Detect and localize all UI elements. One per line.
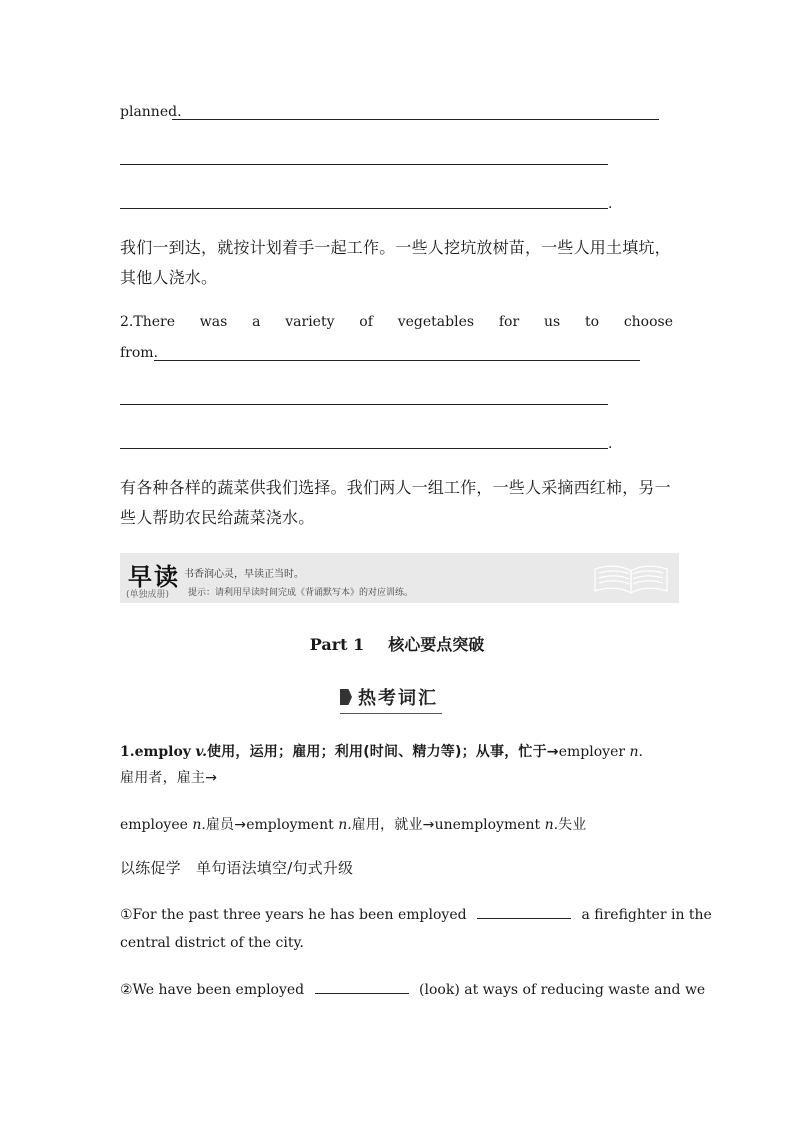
vocab-entry bbox=[120, 739, 680, 791]
q1-blank[interactable] bbox=[477, 904, 571, 919]
vocab-derivative: employment bbox=[246, 817, 334, 833]
ex2-line1 bbox=[120, 314, 673, 330]
practice-heading: 以练促学 单句语法填空/句式升级 bbox=[120, 859, 354, 877]
section-marker-icon bbox=[340, 689, 352, 705]
question-1 bbox=[120, 904, 712, 923]
ex1-chinese: 我们一到达，就按计划着手一起工作。一些人挖坑放树苗，一些人用土填坑，其他人浇水。 bbox=[120, 238, 671, 287]
vocab-derivative: unemployment bbox=[434, 817, 541, 833]
vocab-derivatives bbox=[120, 814, 587, 834]
answer-line[interactable] bbox=[172, 119, 659, 120]
ex2-word: from. bbox=[120, 345, 159, 361]
period: . bbox=[608, 436, 613, 452]
answer-line[interactable] bbox=[120, 404, 608, 405]
vocab-derivative-meaning: 失业 bbox=[558, 817, 587, 833]
part-number: Part 1 bbox=[309, 635, 365, 654]
q1-line2: central district of the city. bbox=[120, 935, 304, 951]
q1-text: ①For the past three years he has been employed bbox=[120, 907, 467, 923]
answer-line[interactable] bbox=[120, 164, 608, 165]
ex2-word: us bbox=[543, 314, 561, 330]
early-reading-banner bbox=[120, 553, 679, 603]
ex2-word: to bbox=[584, 314, 600, 330]
ex1-word: planned. bbox=[120, 104, 182, 120]
q2-blank[interactable] bbox=[315, 979, 409, 994]
answer-line[interactable] bbox=[120, 448, 608, 449]
ex2-word: was bbox=[199, 314, 228, 330]
ex2-word: vegetables bbox=[397, 314, 475, 330]
question-2 bbox=[120, 979, 705, 998]
ex2-word: 2.There bbox=[120, 314, 175, 330]
section-underline bbox=[340, 713, 442, 714]
ex2-line2 bbox=[120, 345, 158, 361]
ex2-word: of bbox=[359, 314, 373, 330]
ex2-word: variety bbox=[285, 314, 335, 330]
period: . bbox=[608, 196, 613, 212]
pos-label: v. bbox=[195, 744, 207, 760]
banner-tip: 提示：请利用早读时间完成《背诵默写本》的对应训练。 bbox=[188, 588, 414, 598]
vocab-word: employ bbox=[134, 744, 191, 760]
banner-title: 早读 bbox=[128, 562, 180, 591]
pos-label: n. bbox=[629, 744, 643, 760]
pos-label: n. bbox=[192, 817, 206, 833]
ex2-word: a bbox=[252, 314, 261, 330]
pos-label: n. bbox=[338, 817, 352, 833]
pos-label: n. bbox=[544, 817, 559, 833]
section-heading bbox=[340, 684, 438, 710]
ex1-line1 bbox=[120, 104, 182, 120]
vocab-derivative: employee bbox=[120, 817, 188, 833]
ex2-word: choose bbox=[623, 314, 673, 330]
open-book-icon bbox=[591, 559, 671, 599]
vocab-derivative-meaning: 雇用，就业→ bbox=[351, 817, 435, 833]
ex2-word: for bbox=[498, 314, 520, 330]
banner-slogan: 书香润心灵，早读正当时。 bbox=[184, 569, 304, 580]
section-title: 热考词汇 bbox=[358, 688, 438, 709]
ex2-chinese: 有各种各样的蔬菜供我们选择。我们两人一组工作，一些人采摘西红柿，另一些人帮助农民给蔬菜浇水。 bbox=[120, 478, 671, 527]
vocab-derivative-meaning: 雇员→ bbox=[205, 817, 247, 833]
part-heading bbox=[0, 632, 794, 655]
banner-subtitle: (单独成册) bbox=[126, 590, 170, 600]
vocab-num: 1. bbox=[120, 744, 135, 760]
vocab-derivative: employer bbox=[558, 744, 626, 760]
q2-text: ②We have been employed bbox=[120, 982, 305, 998]
part-title: 核心要点突破 bbox=[388, 635, 485, 654]
q1-text: a firefighter in the bbox=[581, 907, 712, 923]
vocab-meanings: 使用，运用；雇用；利用(时间、精力等)；从事，忙于→ bbox=[207, 744, 559, 760]
answer-line[interactable] bbox=[154, 360, 640, 361]
q2-text: (look) at ways of reducing waste and we bbox=[419, 982, 706, 998]
answer-line[interactable] bbox=[120, 208, 608, 209]
vocab-derivative-meaning: 雇用者，雇主→ bbox=[120, 770, 218, 786]
